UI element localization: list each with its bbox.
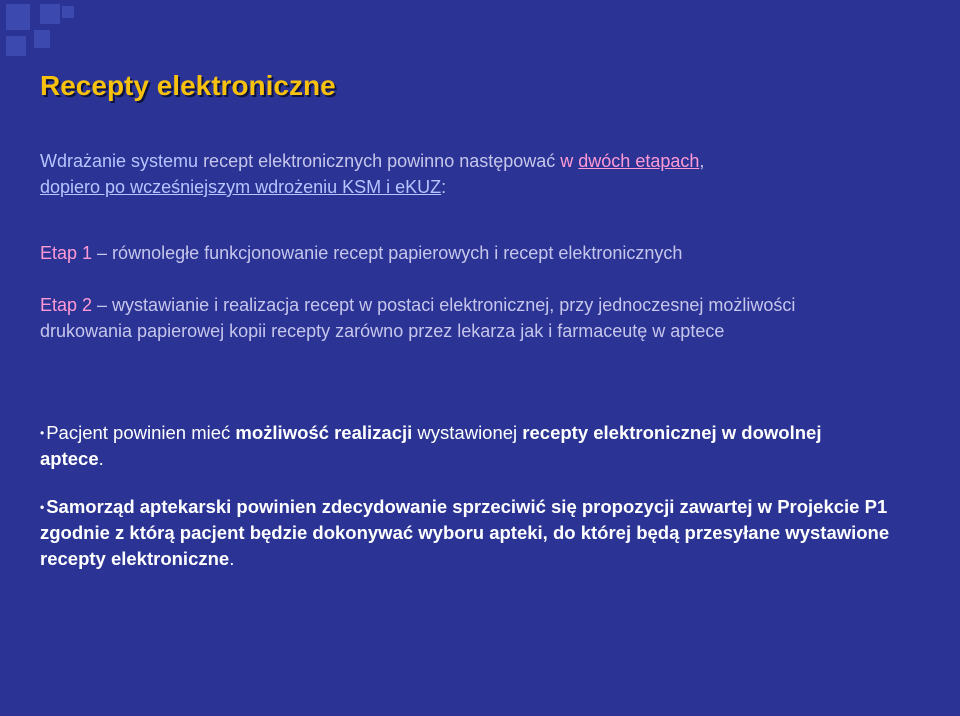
stage-2-label: Etap 2 — [40, 295, 93, 315]
intro-colon: : — [441, 177, 447, 197]
slide-title: Recepty elektroniczne — [40, 70, 336, 101]
ksm-ekuz-text: dopiero po wcześniejszym wdrożeniu KSM i eKUZ — [40, 177, 442, 197]
bullet-patient-d: recepty elektronicznej w dowolnej aptece — [40, 422, 822, 469]
stage-2-text: – wystawianie i realizacja recept w postaci elektronicznej, przy jednoczesnej możliwości drukowania papierowej kopii recepty zarówno przez lekarza jak i farmaceutę w aptece — [40, 295, 796, 341]
intro-w: w — [560, 151, 579, 171]
stage-1-text: – równoległe funkcjonowanie recept papierowych i recept elektronicznych — [92, 243, 683, 263]
intro-paragraph — [40, 148, 900, 200]
stage-1-paragraph — [40, 240, 900, 266]
bullet-patient-b: możliwość realizacji — [235, 422, 413, 443]
intro-text: recept elektronicznych powinno następować — [198, 151, 561, 171]
bullet-marker: • — [40, 500, 45, 514]
two-stages-link: dwóch etapach — [578, 151, 700, 171]
bullet-patient-c: wystawionej — [412, 422, 523, 443]
stage-1-label: Etap 1 — [40, 243, 93, 263]
bullet-patient-a: Pacjent powinien mieć — [46, 422, 236, 443]
bullet-self-government — [40, 494, 910, 572]
bullet-self-government-period: . — [229, 548, 235, 569]
intro-comma: , — [699, 151, 705, 171]
bullet-marker: • — [40, 426, 45, 440]
corner-decoration — [0, 0, 80, 70]
intro-lead: Wdrażanie systemu — [40, 151, 199, 171]
stage-2-paragraph — [40, 292, 890, 344]
bullet-patient-e: . — [98, 448, 104, 469]
bullet-patient — [40, 420, 860, 472]
bullet-self-government-text: Samorząd aptekarski powinien zdecydowanie sprzeciwić się propozycji zawartej w Projekcie P1 zgodnie z którą pacjent będzie dokonywać wyboru apteki, do której będą przesyłane wystawione recepty elektroniczne — [40, 496, 890, 569]
